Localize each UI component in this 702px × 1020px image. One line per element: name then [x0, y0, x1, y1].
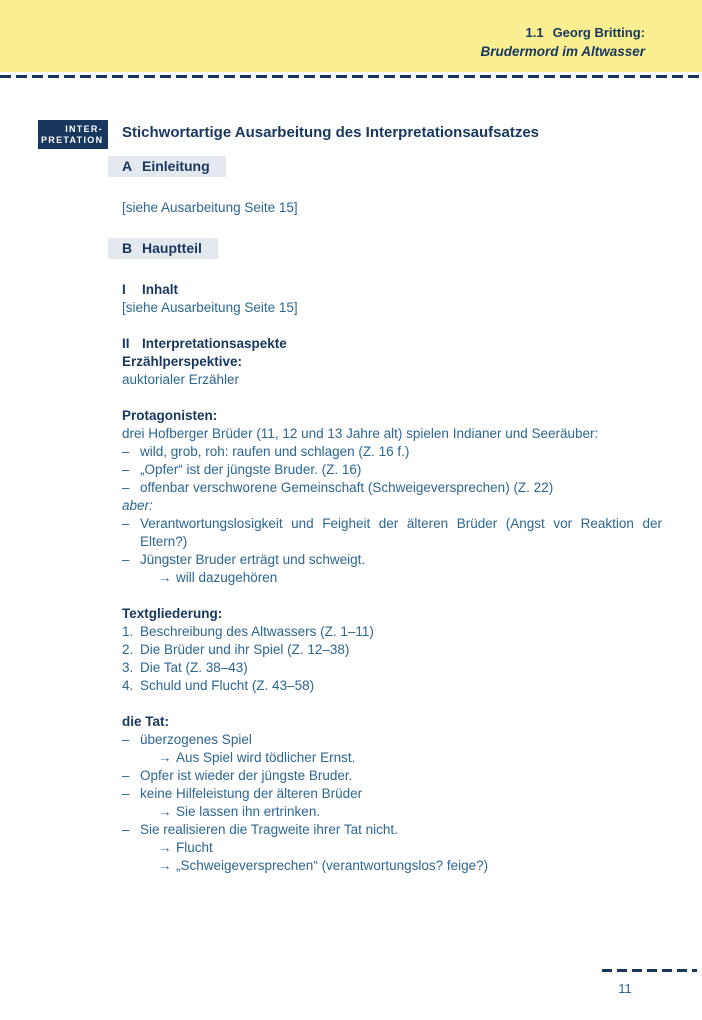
- subheading: die Tat:: [122, 714, 169, 729]
- list-item-text: Schuld und Flucht (Z. 43–58): [140, 678, 315, 693]
- page-number: 11: [618, 981, 632, 996]
- list-item-bullet: [122, 551, 662, 569]
- title-row: [38, 120, 702, 149]
- top-dashed-divider: [0, 75, 702, 78]
- list-item-numbered: [122, 623, 662, 641]
- arrow-icon: →: [158, 570, 172, 585]
- item-number: 1.: [122, 624, 134, 639]
- header-chapter-line: [0, 23, 645, 42]
- list-item-arrow: [122, 857, 662, 875]
- list-item-bullet: [122, 461, 662, 479]
- list-item-text: Sie lassen ihn ertrinken.: [176, 804, 321, 819]
- heading-numeral: II: [122, 336, 130, 351]
- spacer: [122, 181, 662, 199]
- list-item-text: will dazugehören: [176, 570, 278, 585]
- spacer: [122, 389, 662, 407]
- page-title: Stichwortartige Ausarbeitung des Interpretationsaufsatzes: [122, 124, 540, 141]
- list-item-text: „Schweigeversprechen“ (verantwortungslos? feige?): [176, 858, 489, 873]
- item-number: 4.: [122, 678, 134, 693]
- list-item-numbered: [122, 677, 662, 695]
- list-item-text: Verantwortungslosigkeit und Feigheit der älteren Brüder (Angst vor Reaktion der Eltern?): [140, 516, 662, 549]
- list-item-text: keine Hilfeleistung der älteren Brüder: [140, 786, 363, 801]
- dash-marker: –: [122, 786, 130, 801]
- list-item-arrow: [122, 803, 662, 821]
- list-item-text: „Opfer“ ist der jüngste Bruder. (Z. 16): [140, 462, 362, 477]
- list-item-text: Opfer ist wieder der jüngste Bruder.: [140, 768, 353, 783]
- section-label: Einleitung: [142, 158, 210, 174]
- list-item-bullet: [122, 785, 662, 803]
- arrow-icon: →: [158, 804, 172, 819]
- section-heading-b: [108, 238, 218, 259]
- list-item-bullet: [122, 731, 662, 749]
- numbered-heading: [122, 281, 662, 299]
- list-item-text: offenbar verschworene Gemeinschaft (Schweigeversprechen) (Z. 22): [140, 480, 554, 495]
- chapter-author: Georg Britting:: [552, 25, 645, 40]
- badge-line1: INTER-: [65, 124, 103, 134]
- list-item-text: Die Tat (Z. 38–43): [140, 660, 248, 675]
- section-letter: B: [122, 240, 133, 256]
- badge-line2: PRETATION: [41, 135, 104, 145]
- spacer: [122, 217, 662, 235]
- dash-marker: –: [122, 768, 130, 783]
- bottom-dashed-divider: [602, 969, 697, 972]
- dash-marker: –: [122, 480, 130, 495]
- content: [122, 156, 662, 875]
- heading-text: Inhalt: [142, 282, 178, 297]
- spacer: [122, 263, 662, 281]
- paragraph-line: auktorialer Erzähler: [122, 372, 240, 387]
- paragraph-line: drei Hofberger Brüder (11, 12 und 13 Jahre alt) spielen Indianer und Seeräuber:: [122, 426, 599, 441]
- dash-marker: –: [122, 462, 130, 477]
- subheading: Erzählperspektive:: [122, 354, 243, 369]
- dash-marker: –: [122, 444, 130, 459]
- list-item-text: Flucht: [176, 840, 213, 855]
- interpretation-badge: [38, 120, 108, 149]
- spacer: [122, 695, 662, 713]
- list-item-arrow: [122, 569, 662, 587]
- list-item-text: Sie realisieren die Tragweite ihrer Tat nicht.: [140, 822, 398, 837]
- spacer: [122, 317, 662, 335]
- heading-numeral: I: [122, 282, 126, 297]
- arrow-icon: →: [158, 750, 172, 765]
- list-item-numbered: [122, 659, 662, 677]
- arrow-icon: →: [158, 840, 172, 855]
- chapter-number: 1.1: [525, 25, 544, 40]
- paragraph-line: [siehe Ausarbeitung Seite 15]: [122, 200, 298, 215]
- list-item-numbered: [122, 641, 662, 659]
- list-item-arrow: [122, 839, 662, 857]
- dash-marker: –: [122, 732, 130, 747]
- numbered-heading: [122, 335, 662, 353]
- subheading: Protagonisten:: [122, 408, 218, 423]
- spacer: [122, 587, 662, 605]
- section-heading-a: [108, 156, 226, 177]
- work-title: Brudermord im Altwasser: [480, 44, 645, 59]
- paragraph-line: [siehe Ausarbeitung Seite 15]: [122, 300, 298, 315]
- list-item-text: überzogenes Spiel: [140, 732, 252, 747]
- list-item-text: Die Brüder und ihr Spiel (Z. 12–38): [140, 642, 350, 657]
- item-number: 3.: [122, 660, 134, 675]
- list-item-text: Aus Spiel wird tödlicher Ernst.: [176, 750, 356, 765]
- section-letter: A: [122, 158, 133, 174]
- list-item-bullet: [122, 821, 662, 839]
- item-number: 2.: [122, 642, 134, 657]
- subheading: Textgliederung:: [122, 606, 223, 621]
- arrow-icon: →: [158, 858, 172, 873]
- list-item-bullet: [122, 479, 662, 497]
- heading-text: Interpretationsaspekte: [142, 336, 287, 351]
- list-item-arrow: [122, 749, 662, 767]
- header-band: [0, 0, 702, 72]
- list-item-text: Beschreibung des Altwassers (Z. 1–11): [140, 624, 374, 639]
- section-label: Hauptteil: [142, 240, 202, 256]
- dash-marker: –: [122, 822, 130, 837]
- emphasis-line: aber:: [122, 498, 153, 513]
- list-item-text: Jüngster Bruder erträgt und schweigt.: [140, 552, 366, 567]
- dash-marker: –: [122, 516, 130, 531]
- list-item-bullet: [122, 515, 662, 551]
- list-item-text: wild, grob, roh: raufen und schlagen (Z. 16 f.): [140, 444, 410, 459]
- list-item-bullet: [122, 767, 662, 785]
- dash-marker: –: [122, 552, 130, 567]
- list-item-bullet: [122, 443, 662, 461]
